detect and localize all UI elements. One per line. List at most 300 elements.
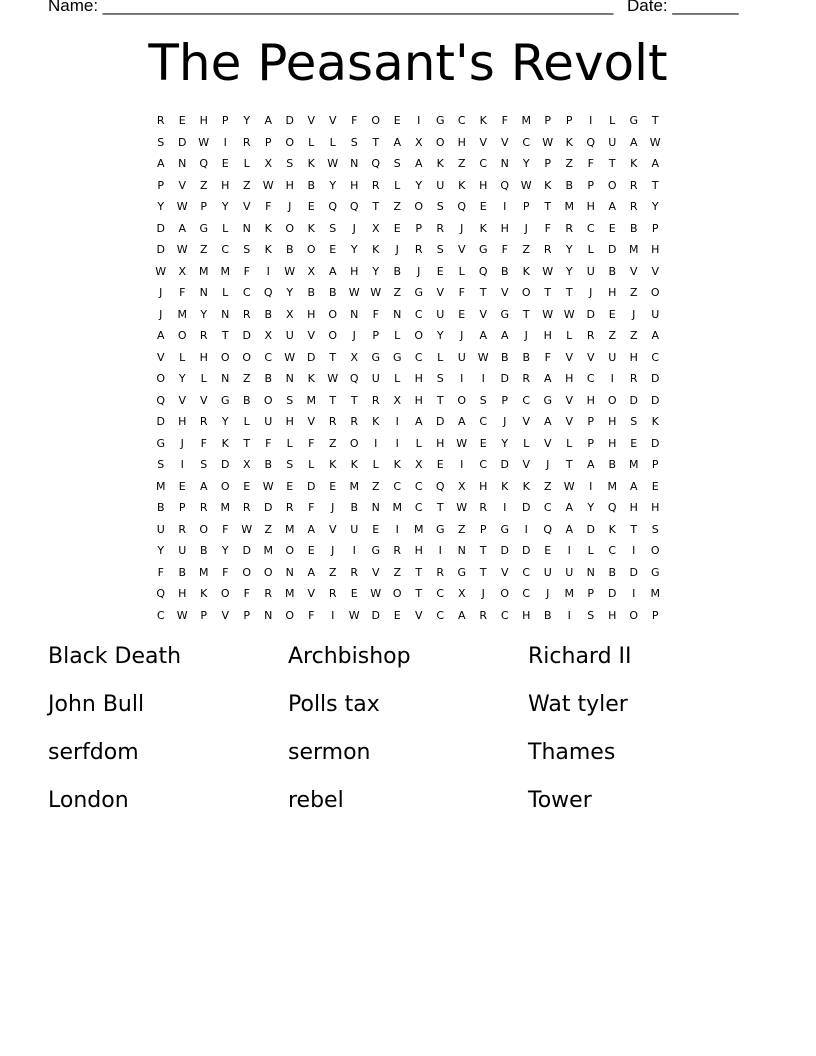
grid-letter: I — [632, 544, 636, 558]
grid-letter: C — [436, 587, 445, 601]
grid-letter: G — [543, 393, 553, 407]
grid-row — [150, 411, 670, 433]
grid-letter: G — [500, 307, 510, 321]
word-list-item: Richard II — [528, 644, 632, 669]
grid-letter: C — [479, 157, 488, 171]
grid-letter: U — [565, 565, 574, 579]
grid-row — [150, 368, 670, 390]
grid-letter: B — [178, 565, 187, 579]
grid-letter: M — [285, 587, 295, 601]
grid-letter: V — [586, 350, 595, 364]
grid-letter: X — [414, 458, 423, 472]
grid-letter: C — [457, 114, 466, 128]
grid-letter: P — [264, 135, 272, 149]
grid-letter: H — [608, 415, 617, 429]
grid-letter: J — [524, 329, 528, 343]
grid-letter: R — [328, 587, 337, 601]
grid-letter: C — [543, 501, 552, 515]
grid-letter: B — [264, 372, 273, 386]
grid-letter: P — [415, 221, 423, 235]
word-list-item: London — [48, 788, 129, 813]
grid-letter: A — [586, 458, 595, 472]
grid-letter: I — [374, 436, 378, 450]
grid-letter: Z — [242, 178, 251, 192]
grid-letter: H — [522, 608, 531, 622]
grid-letter: D — [651, 393, 660, 407]
grid-letter: T — [565, 458, 573, 472]
grid-letter: O — [156, 372, 166, 386]
grid-letter: V — [328, 522, 337, 536]
grid-letter: W — [348, 608, 360, 622]
grid-row — [150, 110, 670, 132]
grid-letter: R — [629, 200, 638, 214]
grid-letter: D — [264, 501, 273, 515]
grid-letter: M — [650, 587, 660, 601]
grid-letter: H — [414, 544, 423, 558]
grid-letter: U — [457, 350, 466, 364]
grid-letter: C — [522, 393, 531, 407]
grid-letter: E — [329, 243, 337, 257]
grid-letter: O — [435, 135, 445, 149]
grid-letter: C — [436, 608, 445, 622]
grid-letter: S — [329, 221, 337, 235]
grid-letter: E — [393, 221, 401, 235]
grid-letter: S — [286, 393, 294, 407]
grid-letter: O — [285, 221, 295, 235]
grid-letter: G — [629, 114, 639, 128]
grid-letter: A — [264, 114, 273, 128]
grid-letter: C — [242, 286, 251, 300]
grid-letter: C — [414, 307, 423, 321]
grid-letter: H — [608, 608, 617, 622]
grid-letter: Z — [328, 565, 337, 579]
grid-letter: C — [586, 221, 595, 235]
grid-letter: Y — [565, 264, 573, 278]
grid-letter: O — [306, 243, 316, 257]
grid-letter: O — [199, 522, 209, 536]
grid-letter: K — [307, 221, 315, 235]
grid-letter: J — [352, 329, 356, 343]
grid-letter: O — [328, 329, 338, 343]
grid-letter: E — [221, 157, 229, 171]
grid-letter: N — [350, 307, 359, 321]
grid-letter: V — [479, 307, 488, 321]
grid-letter: Q — [500, 178, 510, 192]
grid-letter: M — [285, 522, 295, 536]
grid-letter: G — [371, 544, 381, 558]
grid-letter: Z — [543, 479, 552, 493]
grid-letter: D — [651, 372, 660, 386]
grid-letter: I — [610, 372, 614, 386]
grid-letter: I — [589, 114, 593, 128]
grid-letter: N — [178, 157, 187, 171]
grid-letter: B — [522, 350, 531, 364]
grid-letter: B — [565, 178, 574, 192]
grid-letter: E — [372, 522, 380, 536]
grid-letter: K — [307, 372, 315, 386]
grid-letter: H — [479, 178, 488, 192]
grid-letter: V — [543, 436, 552, 450]
grid-letter: R — [350, 415, 359, 429]
grid-row — [150, 261, 670, 283]
grid-letter: F — [308, 436, 315, 450]
grid-letter: V — [307, 415, 316, 429]
grid-letter: W — [477, 350, 489, 364]
grid-letter: L — [587, 243, 594, 257]
grid-letter: H — [543, 329, 552, 343]
grid-letter: G — [435, 522, 445, 536]
grid-letter: X — [264, 157, 273, 171]
grid-letter: F — [222, 565, 229, 579]
grid-letter: W — [176, 200, 188, 214]
grid-row — [150, 175, 670, 197]
grid-letter: N — [350, 157, 359, 171]
grid-letter: O — [650, 286, 660, 300]
grid-letter: F — [308, 608, 315, 622]
grid-letter: H — [199, 350, 208, 364]
grid-letter: W — [348, 286, 360, 300]
grid-letter: T — [329, 393, 337, 407]
grid-letter: G — [199, 221, 209, 235]
grid-letter: L — [286, 436, 293, 450]
grid-letter: A — [328, 264, 337, 278]
grid-letter: F — [179, 286, 186, 300]
grid-letter: M — [349, 479, 359, 493]
grid-letter: J — [481, 587, 485, 601]
grid-letter: P — [372, 329, 380, 343]
word-list-item: Polls tax — [288, 692, 380, 717]
grid-letter: L — [372, 458, 379, 472]
grid-letter: H — [199, 114, 208, 128]
grid-letter: M — [220, 264, 230, 278]
grid-letter: Q — [457, 200, 467, 214]
grid-letter: H — [285, 178, 294, 192]
grid-letter: M — [564, 587, 574, 601]
grid-letter: Z — [629, 329, 638, 343]
grid-letter: T — [436, 393, 444, 407]
grid-letter: T — [436, 501, 444, 515]
grid-letter: L — [179, 350, 186, 364]
grid-letter: Q — [156, 393, 166, 407]
grid-letter: N — [221, 372, 230, 386]
grid-letter: R — [522, 372, 531, 386]
grid-letter: O — [220, 479, 230, 493]
grid-row — [150, 325, 670, 347]
grid-row — [150, 218, 670, 240]
grid-letter: I — [567, 544, 571, 558]
grid-letter: R — [285, 501, 294, 515]
grid-letter: L — [222, 286, 229, 300]
grid-letter: E — [178, 114, 186, 128]
grid-letter: I — [567, 608, 571, 622]
grid-letter: S — [436, 200, 444, 214]
grid-letter: I — [460, 372, 464, 386]
grid-letter: Q — [543, 522, 553, 536]
grid-letter: L — [458, 264, 465, 278]
grid-letter: Y — [329, 178, 337, 192]
grid-letter: D — [522, 544, 531, 558]
grid-letter: Y — [221, 415, 229, 429]
grid-letter: B — [242, 393, 251, 407]
grid-letter: R — [436, 565, 445, 579]
grid-letter: H — [350, 178, 359, 192]
grid-letter: D — [242, 329, 251, 343]
grid-letter: A — [393, 135, 402, 149]
grid-letter: D — [242, 544, 251, 558]
grid-letter: M — [199, 264, 209, 278]
grid-letter: A — [479, 329, 488, 343]
grid-letter: B — [199, 544, 208, 558]
grid-letter: H — [350, 264, 359, 278]
grid-letter: U — [436, 178, 445, 192]
grid-letter: O — [328, 307, 338, 321]
grid-letter: F — [157, 565, 164, 579]
grid-letter: U — [371, 372, 380, 386]
grid-letter: E — [458, 307, 466, 321]
grid-letter: D — [307, 350, 316, 364]
grid-letter: R — [393, 544, 402, 558]
grid-letter: R — [199, 415, 208, 429]
grid-letter: F — [243, 264, 250, 278]
grid-letter: J — [589, 286, 593, 300]
grid-letter: L — [308, 458, 315, 472]
grid-letter: E — [307, 544, 315, 558]
grid-letter: Z — [608, 329, 617, 343]
grid-letter: I — [395, 415, 399, 429]
grid-letter: Z — [242, 372, 251, 386]
grid-letter: R — [565, 221, 574, 235]
grid-letter: V — [242, 200, 251, 214]
grid-letter: D — [629, 393, 638, 407]
grid-row — [150, 390, 670, 412]
grid-letter: C — [586, 372, 595, 386]
grid-letter: S — [393, 157, 401, 171]
grid-letter: L — [394, 329, 401, 343]
grid-row — [150, 454, 670, 476]
grid-letter: K — [522, 264, 530, 278]
grid-letter: W — [284, 264, 296, 278]
grid-letter: B — [608, 264, 617, 278]
grid-letter: Q — [607, 501, 617, 515]
grid-letter: N — [285, 565, 294, 579]
grid-letter: P — [651, 608, 659, 622]
grid-letter: R — [371, 393, 380, 407]
grid-letter: V — [629, 264, 638, 278]
grid-letter: Z — [393, 286, 402, 300]
grid-letter: A — [457, 608, 466, 622]
grid-letter: Q — [263, 286, 273, 300]
grid-letter: A — [629, 479, 638, 493]
grid-letter: V — [565, 393, 574, 407]
grid-letter: I — [417, 114, 421, 128]
grid-letter: E — [329, 479, 337, 493]
grid-letter: W — [327, 372, 339, 386]
grid-letter: C — [156, 608, 165, 622]
grid-letter: F — [372, 307, 379, 321]
grid-letter: W — [327, 157, 339, 171]
grid-letter: T — [372, 135, 380, 149]
grid-letter: R — [242, 501, 251, 515]
grid-letter: T — [221, 329, 229, 343]
grid-letter: U — [436, 307, 445, 321]
grid-letter: A — [651, 329, 660, 343]
grid-letter: T — [415, 587, 423, 601]
grid-letter: H — [565, 372, 574, 386]
grid-letter: K — [350, 458, 358, 472]
grid-letter: T — [350, 393, 358, 407]
grid-letter: W — [649, 135, 661, 149]
grid-letter: F — [265, 436, 272, 450]
grid-letter: D — [500, 544, 509, 558]
grid-letter: V — [178, 178, 187, 192]
grid-letter: X — [371, 221, 380, 235]
page-title: The Peasant's Revolt — [148, 34, 668, 92]
grid-letter: K — [372, 415, 380, 429]
grid-letter: V — [436, 286, 445, 300]
grid-letter: Z — [264, 522, 273, 536]
grid-letter: V — [178, 393, 187, 407]
grid-letter: E — [178, 479, 186, 493]
grid-letter: K — [264, 221, 272, 235]
grid-letter: I — [438, 544, 442, 558]
grid-letter: O — [607, 393, 617, 407]
grid-letter: X — [457, 587, 466, 601]
grid-letter: O — [607, 178, 617, 192]
grid-letter: R — [350, 565, 359, 579]
grid-letter: L — [329, 135, 336, 149]
grid-letter: H — [178, 415, 187, 429]
grid-letter: A — [156, 157, 165, 171]
grid-letter: T — [544, 286, 552, 300]
grid-letter: O — [414, 329, 424, 343]
grid-letter: N — [285, 372, 294, 386]
grid-letter: O — [220, 350, 230, 364]
grid-letter: N — [264, 608, 273, 622]
grid-letter: D — [500, 372, 509, 386]
grid-row — [150, 282, 670, 304]
grid-letter: P — [587, 436, 595, 450]
grid-letter: B — [500, 350, 509, 364]
grid-letter: E — [608, 307, 616, 321]
grid-letter: R — [436, 221, 445, 235]
grid-letter: R — [156, 114, 165, 128]
grid-letter: R — [586, 329, 595, 343]
grid-letter: J — [503, 415, 507, 429]
grid-letter: F — [200, 436, 207, 450]
grid-letter: I — [331, 608, 335, 622]
grid-letter: V — [307, 114, 316, 128]
grid-letter: A — [565, 522, 574, 536]
grid-letter: F — [243, 587, 250, 601]
grid-letter: L — [394, 372, 401, 386]
grid-letter: V — [651, 264, 660, 278]
grid-letter: H — [178, 587, 187, 601]
grid-letter: P — [565, 114, 573, 128]
grid-letter: U — [350, 522, 359, 536]
grid-row — [150, 540, 670, 562]
grid-row — [150, 153, 670, 175]
word-list — [48, 636, 768, 828]
grid-letter: Y — [651, 200, 659, 214]
grid-letter: U — [586, 264, 595, 278]
grid-letter: S — [436, 243, 444, 257]
grid-letter: X — [264, 329, 273, 343]
grid-letter: R — [242, 307, 251, 321]
grid-letter: D — [156, 415, 165, 429]
grid-letter: Y — [372, 264, 380, 278]
grid-letter: S — [157, 135, 165, 149]
grid-letter: K — [221, 436, 229, 450]
grid-letter: Z — [199, 243, 208, 257]
grid-letter: E — [350, 587, 358, 601]
grid-letter: D — [156, 221, 165, 235]
grid-letter: K — [436, 157, 444, 171]
grid-letter: N — [221, 307, 230, 321]
grid-letter: K — [307, 157, 315, 171]
grid-letter: A — [307, 522, 316, 536]
grid-letter: R — [629, 178, 638, 192]
grid-letter: Y — [565, 243, 573, 257]
grid-letter: T — [651, 114, 659, 128]
grid-letter: H — [221, 178, 230, 192]
grid-row — [150, 347, 670, 369]
grid-letter: T — [651, 178, 659, 192]
grid-letter: C — [221, 243, 230, 257]
grid-letter: G — [650, 565, 660, 579]
grid-letter: A — [156, 329, 165, 343]
grid-letter: V — [500, 565, 509, 579]
grid-letter: H — [586, 200, 595, 214]
grid-letter: J — [524, 221, 528, 235]
grid-letter: R — [199, 329, 208, 343]
grid-letter: X — [242, 458, 251, 472]
grid-letter: D — [178, 135, 187, 149]
grid-letter: O — [392, 587, 402, 601]
grid-letter: V — [457, 243, 466, 257]
grid-letter: M — [629, 243, 639, 257]
grid-letter: Q — [199, 157, 209, 171]
grid-letter: D — [156, 243, 165, 257]
grid-letter: T — [522, 307, 530, 321]
grid-letter: I — [589, 479, 593, 493]
grid-letter: Z — [328, 436, 337, 450]
grid-letter: C — [651, 350, 660, 364]
grid-letter: E — [630, 436, 638, 450]
word-list-item: Thames — [528, 740, 616, 765]
grid-letter: X — [457, 479, 466, 493]
grid-letter: F — [222, 522, 229, 536]
grid-letter: I — [266, 264, 270, 278]
grid-letter: F — [544, 350, 551, 364]
grid-letter: H — [479, 479, 488, 493]
grid-letter: J — [460, 221, 464, 235]
grid-letter: S — [436, 372, 444, 386]
grid-letter: O — [220, 587, 230, 601]
grid-letter: W — [284, 350, 296, 364]
grid-letter: K — [630, 157, 638, 171]
grid-letter: N — [199, 286, 208, 300]
grid-letter: Z — [199, 178, 208, 192]
grid-letter: S — [200, 458, 208, 472]
grid-letter: T — [479, 286, 487, 300]
name-field-label: Name: ______________________________________________________ — [48, 0, 614, 15]
grid-letter: J — [395, 243, 399, 257]
grid-letter: V — [522, 458, 531, 472]
grid-letter: V — [371, 565, 380, 579]
grid-letter: C — [414, 501, 423, 515]
grid-letter: D — [586, 307, 595, 321]
grid-letter: Y — [501, 436, 509, 450]
